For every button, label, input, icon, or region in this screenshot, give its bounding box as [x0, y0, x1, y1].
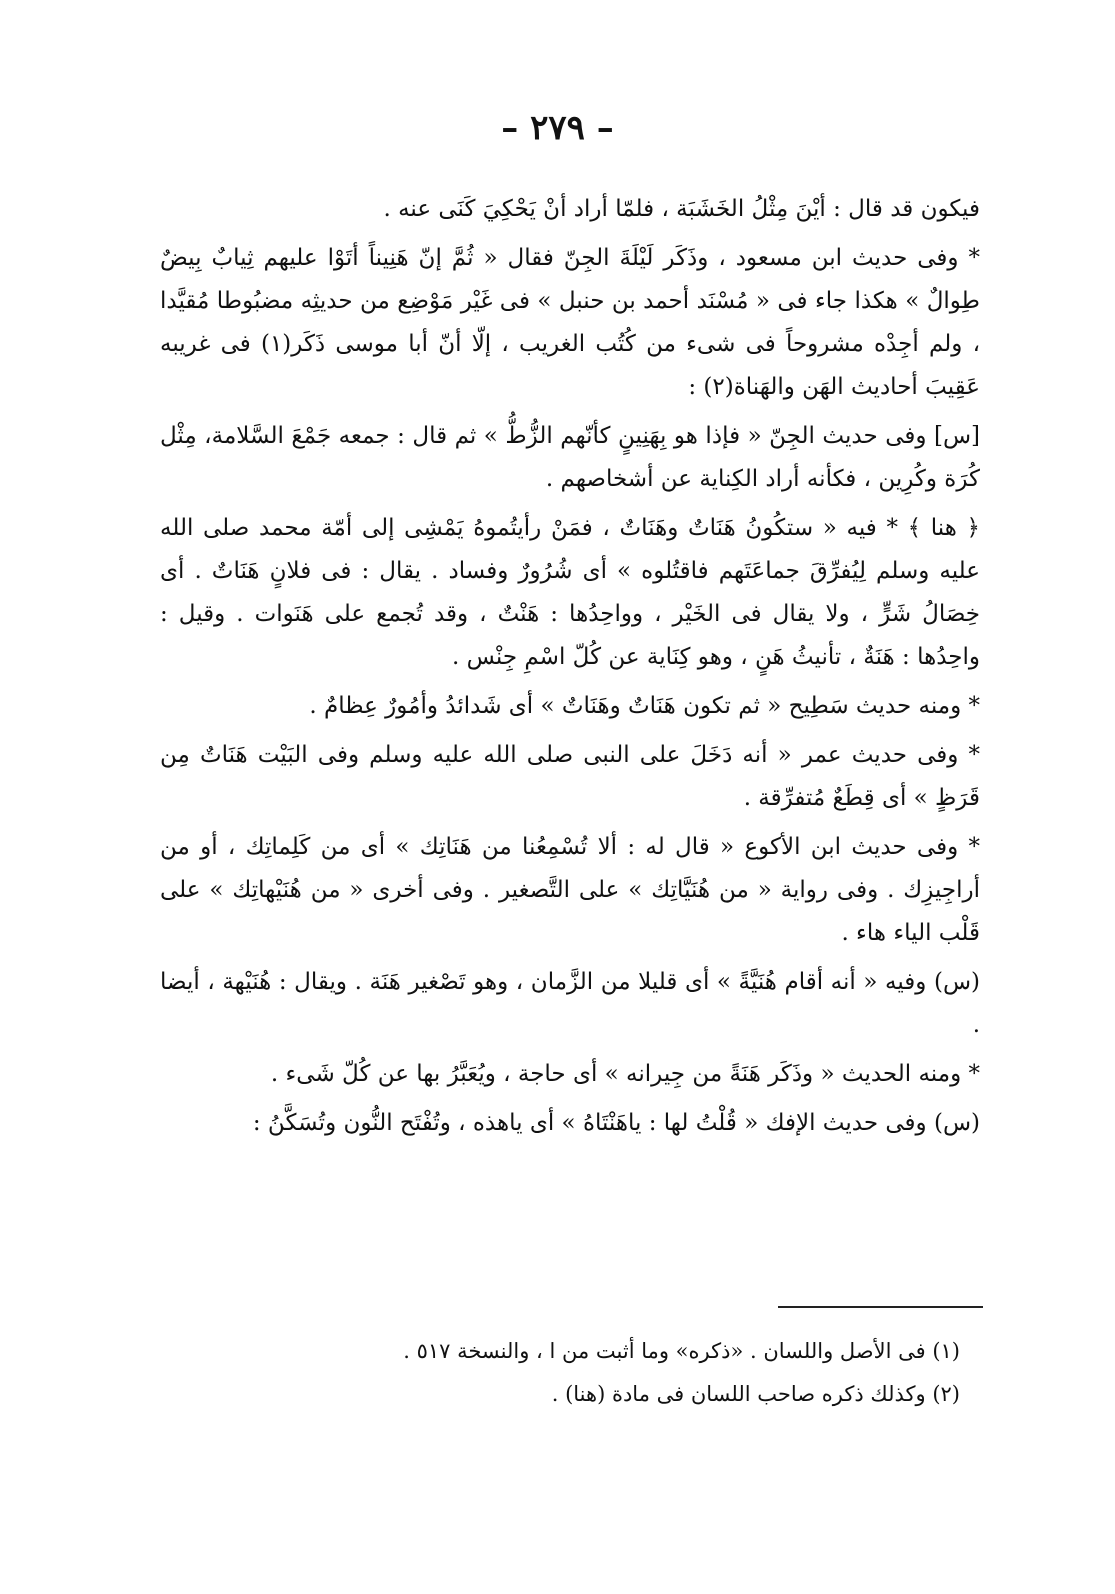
footnote-2: (٢) وكذلك ذكره صاحب اللسان فى مادة (هنا) . [551, 1382, 960, 1406]
body-text [160, 188, 980, 1151]
paragraph-10: (س) وفى حديث الإفك « قُلْتُ لها : ياهَنْتَاهُ » أى ياهذه ، وتُفْتَح النُّون وتُسَكَّنُ : [252, 1110, 980, 1136]
footnotes [160, 1330, 960, 1416]
paragraph-1: فيكون قد قال : أيْنَ مِثْلُ الخَشَبَة ، فلمّا أراد أنْ يَحْكِيَ كَنَى عنه . [383, 196, 980, 222]
paragraph-3: [س] وفى حديث الجِنّ « فإذا هو بِهَنِينٍ كأنّهم الزُّطُّ » ثم قال : جمعه جَمْعَ السَّلامة، مِثْل كُرَة وكُرِين ، فكأنه أراد الكِناية عن أشخاصهم . [160, 423, 980, 492]
footnote-1: (١) فى الأصل واللسان . «ذكره» وما أثبت من ا ، والنسخة ٥١٧ . [403, 1339, 960, 1363]
page-number: – ٢٧٩ – [501, 108, 614, 148]
paragraph-4: ﴿ هنا ﴾ * فيه « ستكُونُ هَنَاتٌ وهَنَاتٌ ، فمَنْ رأيتُموهُ يَمْشِى إلى أمّة محمد صلى الله عليه وسلم لِيُفرِّقَ جماعَتَهم فاقتُلوه » أى شُرُورٌ وفساد . يقال : فى فلانٍ هَنَاتٌ . أى خِصَالُ شَرٍّ ، ولا يقال فى الخَيْر ، وواحِدُها : هَنْتٌ ، وقد تُجمع على هَنَوات . وقيل : واحِدُها : هَنَةٌ ، تأنيثُ هَنٍ ، وهو كِنَاية عن كُلّ اسْمِ جِنْس . [160, 515, 980, 670]
paragraph-5: * ومنه حديث سَطِيح « ثم تكون هَنَاتٌ وهَنَاتٌ » أى شَدائدُ وأمُورٌ عِظامٌ . [309, 693, 980, 719]
paragraph-6: * وفى حديث عمر « أنه دَخَلَ على النبى صلى الله عليه وسلم وفى البَيْت هَنَاتٌ مِن قَرَظٍ » أى قِطَعٌ مُتفرِّقة . [160, 742, 980, 811]
footnote-divider [778, 1306, 983, 1308]
paragraph-8: (س) وفيه « أنه أقام هُنَيَّةً » أى قليلا من الزَّمان ، وهو تَصْغير هَنَة . ويقال : هُنَيْهة ، أيضا . [160, 969, 980, 1038]
paragraph-9: * ومنه الحديث « وذَكَر هَنَةً من جِيرانه » أى حاجة ، ويُعَبَّرُ بها عن كُلّ شَىء . [270, 1061, 980, 1087]
paragraph-7: * وفى حديث ابن الأكوع « قال له : ألا تُسْمِعُنا من هَنَاتِك » أى من كَلِماتِك ، أو من أراجِيزِك . وفى رواية « من هُنَيَّاتِك » على التَّصغير . وفى أخرى « من هُنَيْهاتِك » على قَلْب الياء هاء . [160, 834, 980, 946]
paragraph-2: * وفى حديث ابن مسعود ، وذَكَر لَيْلَةَ الجِنّ فقال « ثُمَّ إنّ هَنِيناً أتَوْا عليهم ثِيابٌ بِيضٌ طِوالٌ » هكذا جاء فى « مُسْنَد أحمد بن حنبل » فى غَيْر مَوْضِع من حديثِه مضبُوطا مُقيَّدا ، ولم أجِدْه مشروحاً فى شىء من كُتُب الغريب ، إلّا أنّ أبا موسى ذَكَر(١) فى غريبه عَقِيبَ أحاديث الهَن والهَناة(٢) : [160, 245, 980, 400]
